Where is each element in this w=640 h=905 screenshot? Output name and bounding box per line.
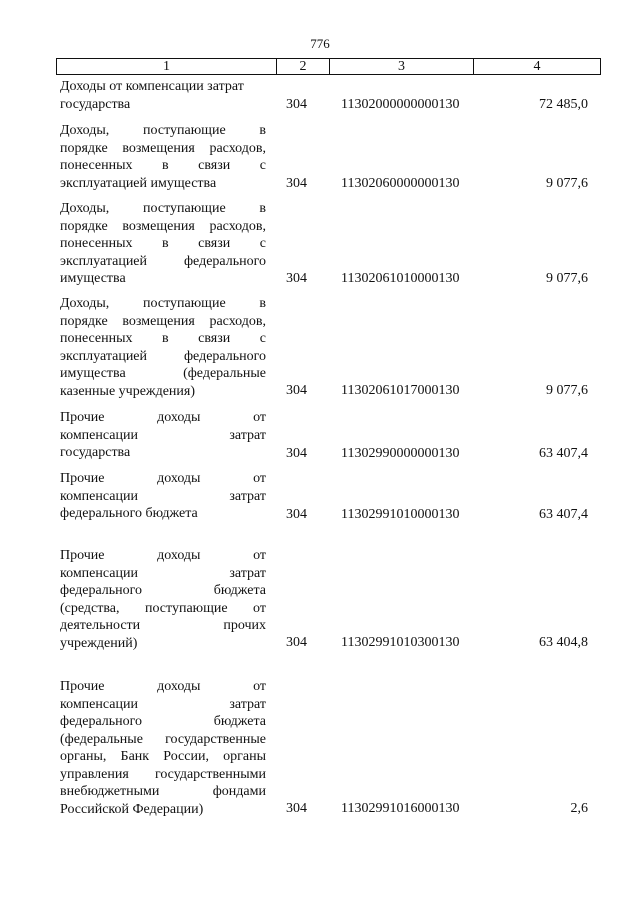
table-row <box>56 678 601 817</box>
row-kbk-code: 11302060000000130 <box>341 175 460 191</box>
row-description: Прочие доходы от компенсации затрат федерального бюджета (средства, поступающие от деятельности прочих учреждений) <box>60 548 266 651</box>
row-description: Доходы, поступающие в порядке возмещения расходов, понесенных в связи с эксплуатацией федерального имущества (федеральные казенные учреждения) <box>60 296 266 399</box>
header-col-2: 2 <box>276 59 329 74</box>
row-description: Прочие доходы от компенсации затрат федерального бюджета (федеральные государственные органы, Банк России, органы управления государственными внебюджетными фондами Российской Федерации) <box>60 679 266 817</box>
table-header <box>56 58 601 75</box>
row-description: Прочие доходы от компенсации затрат федерального бюджета <box>60 471 266 521</box>
row-kbk-code: 11302990000000130 <box>341 445 460 461</box>
table-row <box>56 470 601 523</box>
page-number: 776 <box>310 36 330 51</box>
row-amount: 63 404,8 <box>539 634 588 650</box>
row-admin-code: 304 <box>286 175 307 191</box>
row-description: Доходы, поступающие в порядке возмещения расходов, понесенных в связи с эксплуатацией имущества <box>60 123 266 191</box>
row-description: Доходы от компенсации затрат государства <box>60 79 244 112</box>
row-amount: 72 485,0 <box>539 96 588 112</box>
row-admin-code: 304 <box>286 96 307 112</box>
row-amount: 9 077,6 <box>546 270 588 286</box>
row-admin-code: 304 <box>286 270 307 286</box>
row-amount: 9 077,6 <box>546 382 588 398</box>
row-amount: 63 407,4 <box>539 506 588 522</box>
row-kbk-code: 11302061017000130 <box>341 382 460 398</box>
row-amount: 9 077,6 <box>546 175 588 191</box>
table-row <box>56 547 601 651</box>
header-col-1: 1 <box>163 59 170 74</box>
table-row <box>56 78 601 113</box>
header-col-4: 4 <box>473 59 600 74</box>
row-kbk-code: 11302991010300130 <box>341 634 460 650</box>
row-admin-code: 304 <box>286 506 307 522</box>
row-kbk-code: 11302000000000130 <box>341 96 460 112</box>
row-admin-code: 304 <box>286 382 307 398</box>
row-amount: 2,6 <box>570 800 588 816</box>
table-row <box>56 122 601 192</box>
table-row <box>56 409 601 462</box>
row-kbk-code: 11302991010000130 <box>341 506 460 522</box>
row-admin-code: 304 <box>286 800 307 816</box>
row-description: Доходы, поступающие в порядке возмещения расходов, понесенных в связи с эксплуатацией федерального имущества <box>60 201 266 286</box>
row-kbk-code: 11302991016000130 <box>341 800 460 816</box>
table-row <box>56 200 601 287</box>
row-admin-code: 304 <box>286 634 307 650</box>
row-amount: 63 407,4 <box>539 445 588 461</box>
row-kbk-code: 11302061010000130 <box>341 270 460 286</box>
row-admin-code: 304 <box>286 445 307 461</box>
table-row <box>56 295 601 399</box>
header-col-3: 3 <box>329 59 473 74</box>
row-description: Прочие доходы от компенсации затрат государства <box>60 410 266 460</box>
